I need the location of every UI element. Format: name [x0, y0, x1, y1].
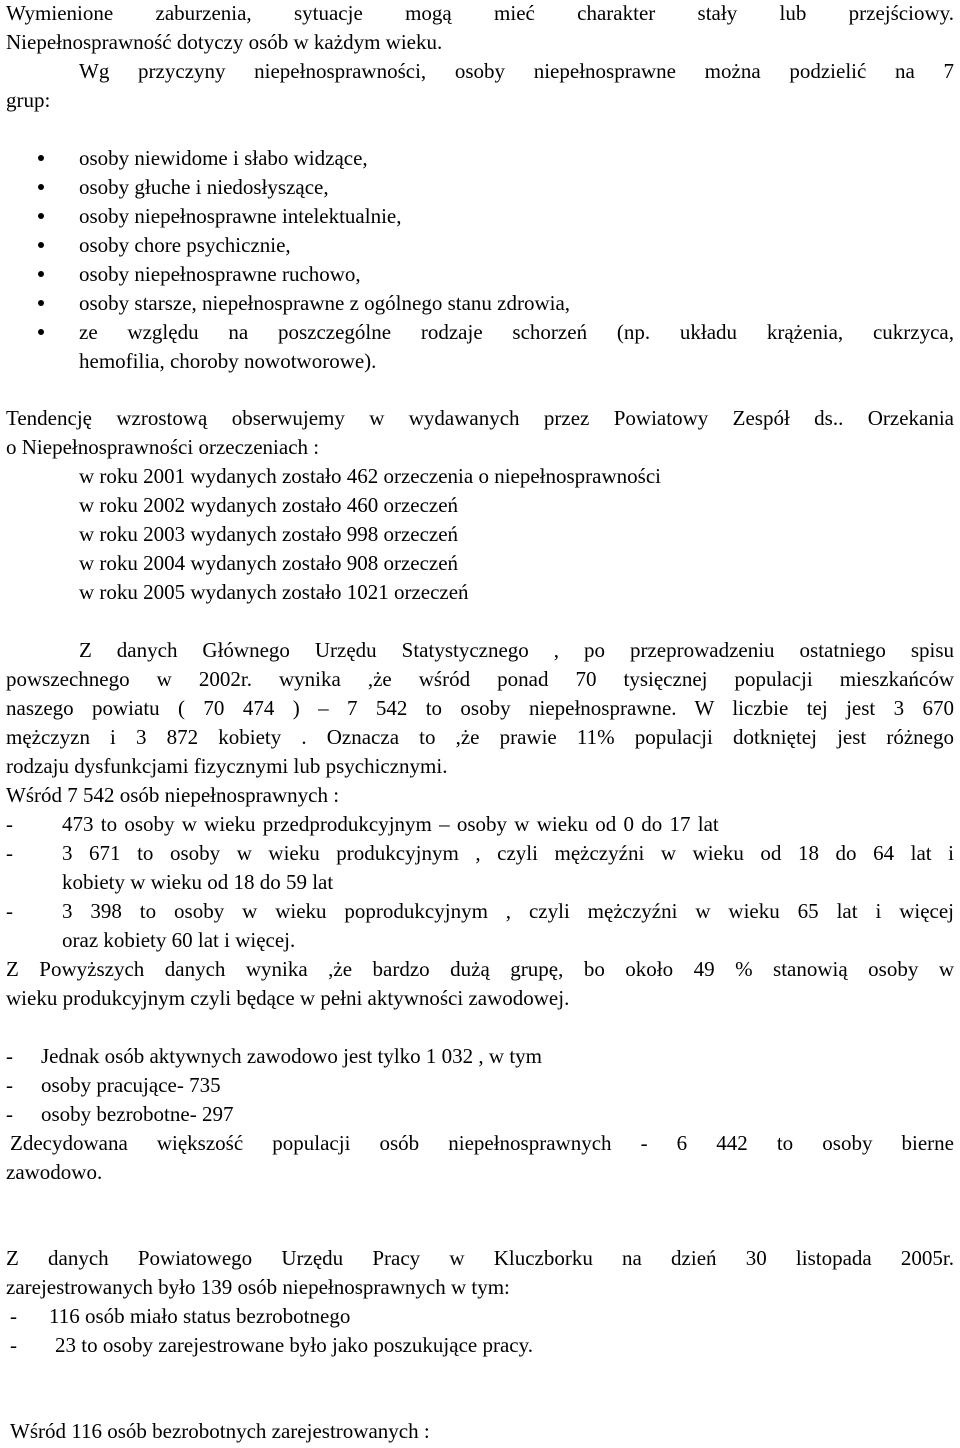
dash-marker: -: [10, 1304, 17, 1328]
intro-line-4: grup:: [6, 88, 51, 112]
bullet-icon: [38, 329, 44, 335]
year-row: w roku 2003 wydanych zostało 998 orzeczeń: [79, 522, 459, 546]
conclusion-line-2: wieku produkcyjnym czyli będące w pełni aktywności zawodowej.: [6, 986, 570, 1010]
pup-line-2: zarejestrowanych było 139 osób niepełnosprawnych w tym:: [6, 1275, 510, 1299]
closing-line: Wśród 116 osób bezrobotnych zarejestrowanych :: [10, 1419, 430, 1443]
age-group-line: kobiety w wieku od 18 do 59 lat: [62, 870, 334, 894]
year-row: w roku 2005 wydanych zostało 1021 orzeczeń: [79, 580, 469, 604]
passive-line-1: Zdecydowana większość populacji osób niepełnosprawnych - 6 442 to osoby bierne: [10, 1131, 954, 1155]
list-item-last-line-1: ze względu na poszczególne rodzaje schorzeń (np. układu krążenia, cukrzyca,: [79, 320, 954, 344]
intro-line-1: Wymienione zaburzenia, sytuacje mogą mieć charakter stały lub przejściowy.: [6, 1, 954, 25]
dash-marker: -: [10, 1333, 17, 1357]
bullet-icon: [38, 213, 44, 219]
activity-item: osoby bezrobotne- 297: [41, 1102, 234, 1126]
bullet-icon: [38, 242, 44, 248]
gus-line-3: naszego powiatu ( 70 474 ) – 7 542 to osoby niepełnosprawne. W liczbie tej jest 3 670: [6, 696, 954, 720]
bullet-icon: [38, 184, 44, 190]
list-item: osoby niepełnosprawne intelektualnie,: [79, 204, 402, 228]
year-row: w roku 2004 wydanych zostało 908 orzeczeń: [79, 551, 459, 575]
bullet-icon: [38, 300, 44, 306]
gus-line-4: mężczyzn i 3 872 kobiety . Oznacza to ,że prawie 11% populacji dotkniętej jest różnego: [6, 725, 954, 749]
dash-marker: -: [6, 899, 13, 923]
dash-marker: -: [6, 812, 13, 836]
pup-item: 23 to osoby zarejestrowane było jako poszukujące pracy.: [55, 1333, 533, 1357]
dash-marker: -: [6, 1102, 13, 1126]
age-group-line: oraz kobiety 60 lat i więcej.: [62, 928, 296, 952]
dash-marker: -: [6, 1044, 13, 1068]
dash-marker: -: [6, 841, 13, 865]
intro-line-2: Niepełnosprawność dotyczy osób w każdym wieku.: [6, 30, 443, 54]
bullet-icon: [38, 155, 44, 161]
activity-item: Jednak osób aktywnych zawodowo jest tylko 1 032 , w tym: [41, 1044, 543, 1068]
pup-line-1: Z danych Powiatowego Urzędu Pracy w Kluczborku na dzień 30 listopada 2005r.: [6, 1246, 954, 1270]
passive-line-2: zawodowo.: [6, 1160, 103, 1184]
gus-line-2: powszechnego w 2002r. wynika ,że wśród ponad 70 tysięcznej populacji mieszkańców: [6, 667, 954, 691]
list-item: osoby starsze, niepełnosprawne z ogólnego stanu zdrowia,: [79, 291, 571, 315]
dash-marker: -: [6, 1073, 13, 1097]
gus-line-1: Z danych Głównego Urzędu Statystycznego , po przeprowadzeniu ostatniego spisu: [79, 638, 954, 662]
list-item: osoby głuche i niedosłyszące,: [79, 175, 329, 199]
list-item: osoby niewidome i słabo widzące,: [79, 146, 368, 170]
list-item: osoby niepełnosprawne ruchowo,: [79, 262, 361, 286]
conclusion-line-1: Z Powyższych danych wynika ,że bardzo dużą grupę, bo około 49 % stanowią osoby w: [6, 957, 954, 981]
bullet-icon: [38, 271, 44, 277]
age-group-line: 3 671 to osoby w wieku produkcyjnym , czyli mężczyźni w wieku od 18 do 64 lat i: [62, 841, 954, 865]
intro-line-3: Wg przyczyny niepełnosprawności, osoby niepełnosprawne można podzielić na 7: [79, 59, 954, 83]
year-row: w roku 2002 wydanych zostało 460 orzeczeń: [79, 493, 459, 517]
year-row: w roku 2001 wydanych zostało 462 orzeczenia o niepełnosprawności: [79, 464, 661, 488]
activity-item: osoby pracujące- 735: [41, 1073, 221, 1097]
list-item-last-line-2: hemofilia, choroby nowotworowe).: [79, 349, 377, 373]
age-group-line: 3 398 to osoby w wieku poprodukcyjnym , czyli mężczyźni w wieku 65 lat i więcej: [62, 899, 954, 923]
pup-item: 116 osób miało status bezrobotnego: [49, 1304, 351, 1328]
age-group-line: 473 to osoby w wieku przedprodukcyjnym – osoby w wieku od 0 do 17 lat: [62, 812, 719, 836]
gus-line-6: Wśród 7 542 osób niepełnosprawnych :: [6, 783, 340, 807]
trend-line-2: o Niepełnosprawności orzeczeniach :: [6, 435, 320, 459]
trend-line-1: Tendencję wzrostową obserwujemy w wydawanych przez Powiatowy Zespół ds.. Orzekania: [6, 406, 954, 430]
list-item: osoby chore psychicznie,: [79, 233, 291, 257]
gus-line-5: rodzaju dysfunkcjami fizycznymi lub psychicznymi.: [6, 754, 448, 778]
